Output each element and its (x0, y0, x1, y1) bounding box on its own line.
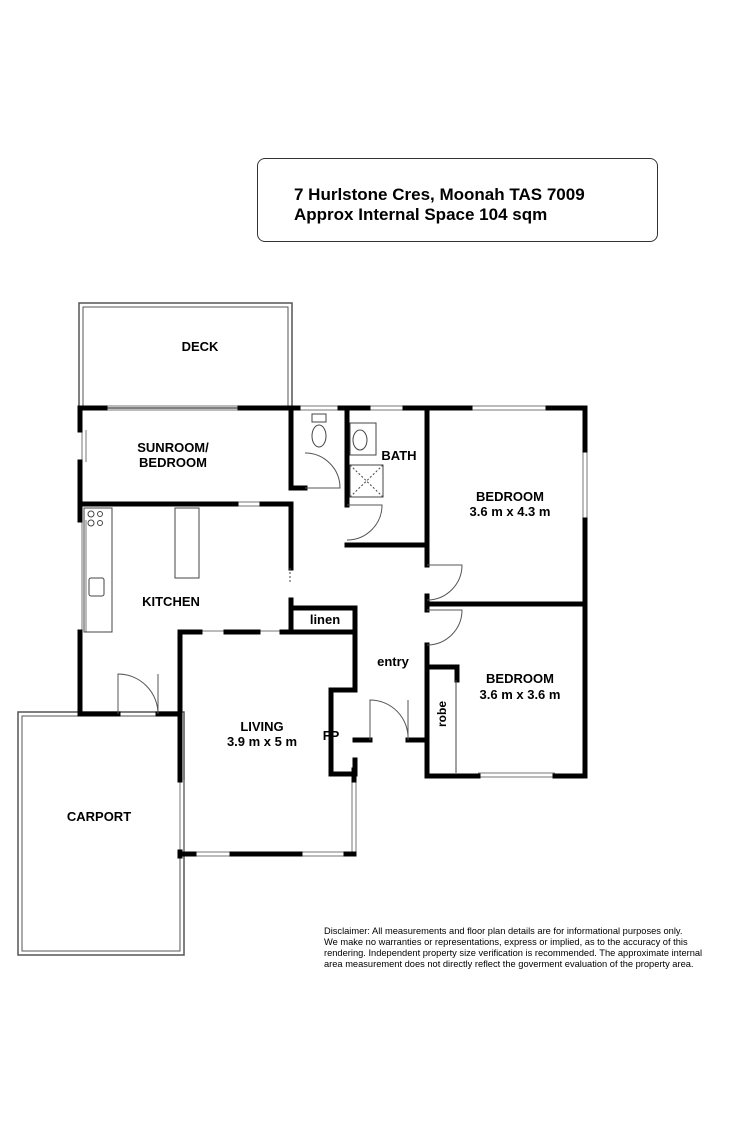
living-size: 3.9 m x 5 m (226, 734, 298, 749)
cooktop-icon (88, 511, 94, 517)
carport-outline-inner (22, 716, 180, 951)
deck-outline-inner (83, 307, 288, 408)
internal-area: Approx Internal Space 104 sqm (294, 205, 548, 224)
fireplace-label: FP (322, 728, 340, 743)
robe-label: robe (435, 700, 449, 728)
bedroom1-size: 3.6 m x 4.3 m (469, 504, 551, 519)
kitchen-label: KITCHEN (142, 594, 200, 609)
disclaimer-line: We make no warranties or representations, express or implied, as to the accuracy of this (324, 937, 688, 947)
disclaimer (324, 926, 750, 970)
bedroom2-size: 3.6 m x 3.6 m (479, 687, 561, 702)
living-label: LIVING (240, 719, 284, 734)
toilet-bowl-icon (312, 425, 326, 447)
sunroom-label: SUNROOM/ (137, 440, 209, 455)
disclaimer-line: rendering. Independent property size verification is recommended. The approximate internal (324, 948, 703, 958)
kitchen-island (175, 508, 199, 578)
disclaimer-line: Disclaimer: All measurements and floor plan details are for informational purposes only. (324, 926, 683, 936)
kitchen-bench (84, 508, 112, 632)
sink-icon (89, 578, 104, 596)
property-address: 7 Hurlstone Cres, Moonah TAS 7009 (294, 185, 585, 204)
linen-label: linen (309, 612, 341, 627)
carport-outline (18, 712, 184, 955)
outdoor-outlines (18, 303, 292, 955)
toilet-cistern (312, 414, 326, 422)
bath-label: BATH (381, 448, 417, 463)
entry-label: entry (377, 654, 409, 669)
shower (350, 465, 383, 497)
deck-outline (79, 303, 292, 408)
vanity (350, 423, 376, 455)
carport-label: CARPORT (66, 809, 132, 824)
basin-icon (353, 430, 367, 450)
disclaimer-line: area measurement does not directly reflect the goverment evaluation of the property area. (324, 959, 694, 969)
bedroom1-label: BEDROOM (476, 489, 544, 504)
walls (80, 408, 585, 856)
bedroom2-label: BEDROOM (486, 671, 554, 686)
sunroom-label-line2: BEDROOM (139, 455, 207, 470)
deck-label: DECK (181, 339, 219, 354)
